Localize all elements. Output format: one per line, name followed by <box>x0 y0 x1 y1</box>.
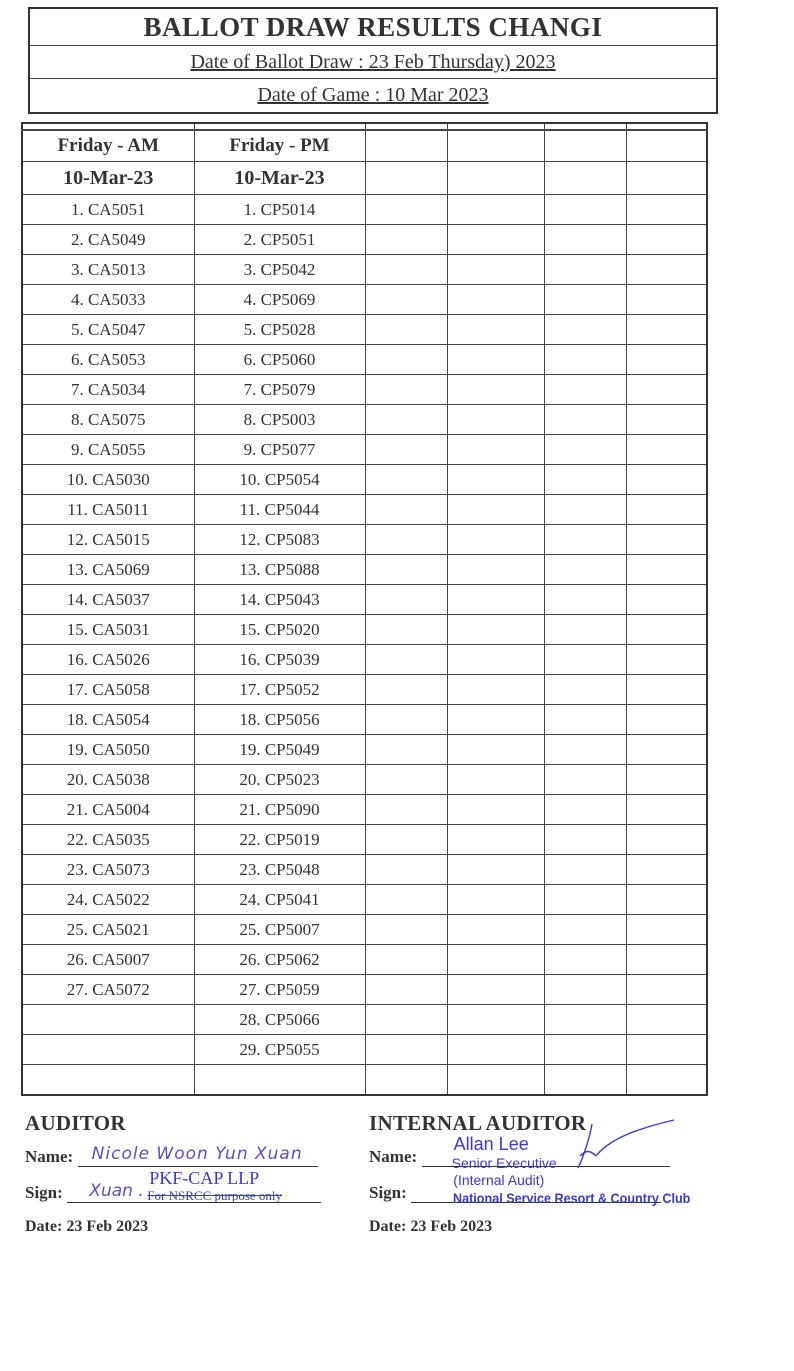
table-row <box>22 555 707 585</box>
empty-cell <box>544 705 626 735</box>
am-ballot-entry: 21. CA5004 <box>22 795 194 825</box>
auditor-sign-line <box>67 1168 321 1203</box>
empty-cell <box>365 555 447 585</box>
am-ballot-entry: 24. CA5022 <box>22 885 194 915</box>
empty-cell <box>544 285 626 315</box>
empty-cell <box>447 975 544 1005</box>
pm-ballot-entry: 23. CP5048 <box>194 855 365 885</box>
empty-cell <box>626 495 707 525</box>
table-row <box>22 315 707 345</box>
am-ballot-entry: 13. CA5069 <box>22 555 194 585</box>
pm-ballot-entry: 3. CP5042 <box>194 255 365 285</box>
table-row <box>22 705 707 735</box>
table-row <box>22 525 707 555</box>
pm-ballot-entry: 27. CP5059 <box>194 975 365 1005</box>
empty-cell <box>626 435 707 465</box>
empty-cell <box>447 675 544 705</box>
empty-cell <box>544 915 626 945</box>
empty-cell <box>447 915 544 945</box>
empty-cell <box>365 1005 447 1035</box>
table-row <box>22 225 707 255</box>
empty-cell <box>447 525 544 555</box>
am-ballot-entry: 18. CA5054 <box>22 705 194 735</box>
session-header-row <box>22 130 707 162</box>
empty-cell <box>544 405 626 435</box>
pm-ballot-entry: 11. CP5044 <box>194 495 365 525</box>
internal-auditor-sign-line <box>411 1172 691 1206</box>
empty-cell <box>544 795 626 825</box>
empty-cell <box>22 1065 194 1096</box>
empty-cell <box>626 405 707 435</box>
empty-cell <box>365 1065 447 1096</box>
empty-cell <box>626 705 707 735</box>
am-ballot-entry: 1. CA5051 <box>22 195 194 225</box>
empty-cell <box>544 525 626 555</box>
empty-cell <box>447 825 544 855</box>
empty-cell <box>447 195 544 225</box>
empty-cell <box>626 585 707 615</box>
pm-ballot-entry: 17. CP5052 <box>194 675 365 705</box>
table-row <box>22 915 707 945</box>
table-row <box>22 1005 707 1035</box>
blank-row <box>22 1065 707 1096</box>
am-session-header: Friday - AM <box>22 130 194 162</box>
am-session-date: 10-Mar-23 <box>22 162 194 195</box>
empty-cell <box>626 285 707 315</box>
empty-cell <box>447 585 544 615</box>
table-row <box>22 645 707 675</box>
am-ballot-entry: 27. CA5072 <box>22 975 194 1005</box>
empty-cell <box>447 255 544 285</box>
empty-cell <box>626 825 707 855</box>
empty-cell <box>544 345 626 375</box>
empty-cell <box>365 675 447 705</box>
auditor-date: Date: 23 Feb 2023 <box>25 1218 149 1235</box>
table-row <box>22 735 707 765</box>
empty-cell <box>544 1005 626 1035</box>
empty-cell <box>626 765 707 795</box>
internal-auditor-name-stamp: Allan Lee <box>453 1134 529 1154</box>
internal-auditor-heading: INTERNAL AUDITOR <box>369 1111 587 1135</box>
empty-cell <box>365 1035 447 1065</box>
session-date-row <box>22 162 707 195</box>
empty-cell <box>365 615 447 645</box>
table-row <box>22 855 707 885</box>
pm-ballot-entry: 7. CP5079 <box>194 375 365 405</box>
table-row <box>22 255 707 285</box>
empty-cell <box>626 735 707 765</box>
auditor-firm-stamp: PKF-CAP LLP <box>149 1168 260 1188</box>
empty-cell <box>544 825 626 855</box>
empty-cell <box>626 225 707 255</box>
pm-ballot-entry: 21. CP5090 <box>194 795 365 825</box>
pm-ballot-entry: 8. CP5003 <box>194 405 365 435</box>
empty-cell <box>626 375 707 405</box>
empty-cell <box>447 615 544 645</box>
empty-cell <box>544 675 626 705</box>
table-row <box>22 585 707 615</box>
internal-auditor-name-label: Name: <box>369 1147 418 1166</box>
pm-ballot-entry: 5. CP5028 <box>194 315 365 345</box>
empty-cell <box>365 975 447 1005</box>
internal-auditor-signature-mark <box>570 1116 680 1174</box>
pm-ballot-entry: 4. CP5069 <box>194 285 365 315</box>
empty-cell <box>447 375 544 405</box>
empty-cell <box>365 195 447 225</box>
am-ballot-entry: 9. CA5055 <box>22 435 194 465</box>
empty-cell <box>447 285 544 315</box>
am-ballot-entry: 26. CA5007 <box>22 945 194 975</box>
empty-cell <box>447 765 544 795</box>
empty-cell <box>447 435 544 465</box>
empty-cell <box>544 735 626 765</box>
table-row <box>22 285 707 315</box>
pm-ballot-entry: 24. CP5041 <box>194 885 365 915</box>
table-row <box>22 405 707 435</box>
pm-ballot-entry: 1. CP5014 <box>194 195 365 225</box>
table-row <box>22 465 707 495</box>
pm-session-date: 10-Mar-23 <box>194 162 365 195</box>
internal-auditor-block <box>369 1111 729 1236</box>
empty-cell <box>447 855 544 885</box>
auditor-name-label: Name: <box>25 1147 74 1166</box>
empty-cell <box>626 315 707 345</box>
empty-cell <box>626 555 707 585</box>
pm-ballot-entry: 22. CP5019 <box>194 825 365 855</box>
pm-ballot-entry: 12. CP5083 <box>194 525 365 555</box>
empty-cell <box>626 1035 707 1065</box>
empty-cell <box>544 765 626 795</box>
table-row <box>22 825 707 855</box>
table-row <box>22 195 707 225</box>
empty-cell <box>544 1065 626 1096</box>
empty-cell <box>447 315 544 345</box>
table-row <box>22 615 707 645</box>
empty-cell <box>626 195 707 225</box>
pm-ballot-entry: 14. CP5043 <box>194 585 365 615</box>
auditor-name-signature: Nicole Woon Yun Xuan <box>91 1144 303 1164</box>
pm-session-header: Friday - PM <box>194 130 365 162</box>
empty-cell <box>544 945 626 975</box>
ballot-draw-date: Date of Ballot Draw : 23 Feb Thursday) 2023 <box>30 46 716 79</box>
empty-cell <box>544 1035 626 1065</box>
am-ballot-entry: 16. CA5026 <box>22 645 194 675</box>
empty-cell <box>626 885 707 915</box>
empty-cell <box>544 195 626 225</box>
empty-cell <box>365 285 447 315</box>
am-ballot-entry: 25. CA5021 <box>22 915 194 945</box>
empty-cell <box>544 855 626 885</box>
empty-cell <box>447 1005 544 1035</box>
empty-cell <box>22 1035 194 1065</box>
empty-cell <box>544 435 626 465</box>
auditor-block <box>25 1111 345 1236</box>
table-row <box>22 675 707 705</box>
table-row <box>22 1035 707 1065</box>
empty-cell <box>626 975 707 1005</box>
empty-cell <box>365 795 447 825</box>
pm-ballot-entry: 26. CP5062 <box>194 945 365 975</box>
empty-cell <box>447 1065 544 1096</box>
empty-cell <box>365 255 447 285</box>
empty-cell <box>626 465 707 495</box>
auditor-name-line <box>78 1142 318 1167</box>
empty-cell <box>626 255 707 285</box>
empty-cell <box>544 975 626 1005</box>
empty-cell <box>365 885 447 915</box>
empty-cell <box>544 495 626 525</box>
internal-auditor-title-stamp: Senior Executive <box>451 1155 557 1171</box>
empty-cell <box>447 405 544 435</box>
internal-auditor-department-stamp: (Internal Audit) <box>453 1172 545 1188</box>
empty-cell <box>447 735 544 765</box>
empty-cell <box>365 915 447 945</box>
am-ballot-entry: 10. CA5030 <box>22 465 194 495</box>
empty-cell <box>365 315 447 345</box>
auditor-sign-label: Sign: <box>25 1183 63 1202</box>
pm-ballot-entry: 9. CP5077 <box>194 435 365 465</box>
internal-auditor-organisation-stamp: National Service Resort & Country Club <box>453 1190 691 1206</box>
empty-cell <box>544 255 626 285</box>
empty-cell <box>626 915 707 945</box>
auditor-signature: Xuan . <box>89 1181 144 1201</box>
empty-cell <box>194 1065 365 1096</box>
am-ballot-entry: 8. CA5075 <box>22 405 194 435</box>
pm-ballot-entry: 19. CP5049 <box>194 735 365 765</box>
am-ballot-entry: 11. CA5011 <box>22 495 194 525</box>
am-ballot-entry: 7. CA5034 <box>22 375 194 405</box>
empty-cell <box>544 615 626 645</box>
pm-ballot-entry: 2. CP5051 <box>194 225 365 255</box>
empty-cell <box>365 945 447 975</box>
empty-cell <box>626 645 707 675</box>
page-title: BALLOT DRAW RESULTS CHANGI <box>30 9 716 46</box>
table-row <box>22 795 707 825</box>
pm-ballot-entry: 18. CP5056 <box>194 705 365 735</box>
am-ballot-entry: 23. CA5073 <box>22 855 194 885</box>
am-ballot-entry: 15. CA5031 <box>22 615 194 645</box>
empty-cell <box>365 825 447 855</box>
title-block <box>28 7 718 114</box>
empty-cell <box>544 555 626 585</box>
auditor-heading: AUDITOR <box>25 1111 126 1135</box>
am-ballot-entry: 4. CA5033 <box>22 285 194 315</box>
empty-cell <box>365 495 447 525</box>
internal-auditor-name-line <box>422 1134 670 1171</box>
empty-cell <box>626 1065 707 1096</box>
pm-ballot-entry: 25. CP5007 <box>194 915 365 945</box>
empty-cell <box>365 705 447 735</box>
am-ballot-entry: 3. CA5013 <box>22 255 194 285</box>
empty-cell <box>447 945 544 975</box>
table-row <box>22 945 707 975</box>
empty-cell <box>447 885 544 915</box>
empty-cell <box>22 1005 194 1035</box>
empty-cell <box>365 465 447 495</box>
am-ballot-entry: 17. CA5058 <box>22 675 194 705</box>
empty-cell <box>626 855 707 885</box>
table-row <box>22 975 707 1005</box>
am-ballot-entry: 5. CA5047 <box>22 315 194 345</box>
empty-cell <box>544 465 626 495</box>
empty-cell <box>447 225 544 255</box>
table-row <box>22 435 707 465</box>
empty-cell <box>544 645 626 675</box>
game-date: Date of Game : 10 Mar 2023 <box>257 84 489 106</box>
empty-cell <box>365 345 447 375</box>
am-ballot-entry: 14. CA5037 <box>22 585 194 615</box>
empty-cell <box>626 1005 707 1035</box>
empty-cell <box>447 345 544 375</box>
empty-cell <box>544 375 626 405</box>
empty-cell <box>365 225 447 255</box>
pm-ballot-entry: 13. CP5088 <box>194 555 365 585</box>
empty-cell <box>447 1035 544 1065</box>
am-ballot-entry: 6. CA5053 <box>22 345 194 375</box>
empty-cell <box>447 495 544 525</box>
empty-cell <box>365 855 447 885</box>
am-ballot-entry: 19. CA5050 <box>22 735 194 765</box>
pm-ballot-entry: 16. CP5039 <box>194 645 365 675</box>
am-ballot-entry: 20. CA5038 <box>22 765 194 795</box>
empty-cell <box>447 645 544 675</box>
table-row <box>22 765 707 795</box>
empty-cell <box>626 945 707 975</box>
auditor-firm-note: For NSRCC purpose only <box>147 1188 283 1203</box>
empty-cell <box>544 315 626 345</box>
am-ballot-entry: 12. CA5015 <box>22 525 194 555</box>
empty-cell <box>365 645 447 675</box>
empty-cell <box>447 705 544 735</box>
empty-cell <box>626 675 707 705</box>
empty-cell <box>544 885 626 915</box>
empty-cell <box>365 375 447 405</box>
pm-ballot-entry: 29. CP5055 <box>194 1035 365 1065</box>
table-row <box>22 345 707 375</box>
empty-cell <box>626 795 707 825</box>
empty-cell <box>365 525 447 555</box>
internal-auditor-sign-label: Sign: <box>369 1183 407 1202</box>
pm-ballot-entry: 15. CP5020 <box>194 615 365 645</box>
empty-cell <box>626 525 707 555</box>
table-row <box>22 885 707 915</box>
internal-auditor-date: Date: 23 Feb 2023 <box>369 1218 493 1235</box>
table-top-strip <box>22 123 707 130</box>
table-row <box>22 375 707 405</box>
table-row <box>22 495 707 525</box>
empty-cell <box>365 435 447 465</box>
empty-cell <box>365 765 447 795</box>
am-ballot-entry: 22. CA5035 <box>22 825 194 855</box>
empty-cell <box>447 555 544 585</box>
pm-ballot-entry: 6. CP5060 <box>194 345 365 375</box>
empty-cell <box>365 405 447 435</box>
pm-ballot-entry: 28. CP5066 <box>194 1005 365 1035</box>
pm-ballot-entry: 10. CP5054 <box>194 465 365 495</box>
empty-cell <box>544 585 626 615</box>
pm-ballot-entry: 20. CP5023 <box>194 765 365 795</box>
am-ballot-entry: 2. CA5049 <box>22 225 194 255</box>
empty-cell <box>447 465 544 495</box>
empty-cell <box>447 795 544 825</box>
empty-cell <box>544 225 626 255</box>
results-table <box>21 122 708 1096</box>
empty-cell <box>365 585 447 615</box>
empty-cell <box>626 345 707 375</box>
empty-cell <box>626 615 707 645</box>
empty-cell <box>365 735 447 765</box>
